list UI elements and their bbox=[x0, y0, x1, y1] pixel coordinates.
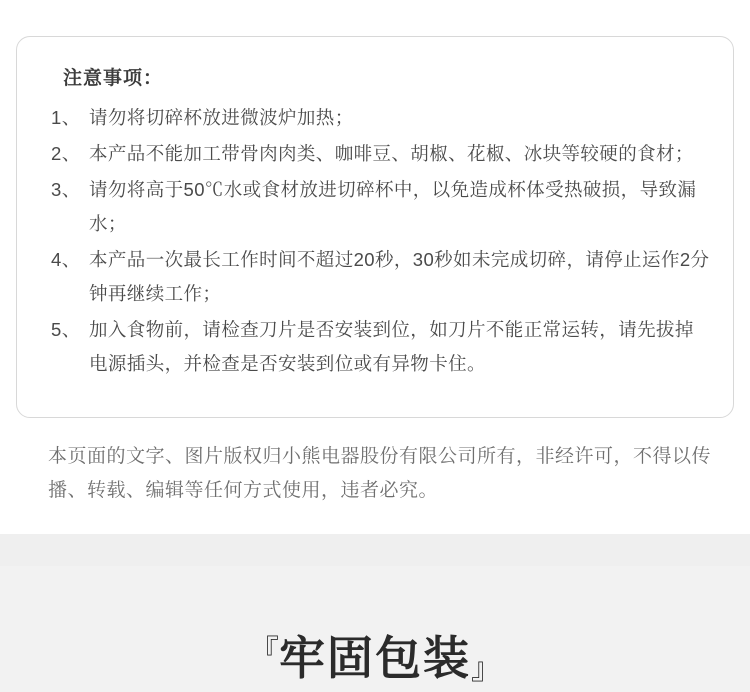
list-item-number: 3、 bbox=[51, 179, 81, 200]
list-item-number: 1、 bbox=[51, 107, 81, 128]
list-item-number: 5、 bbox=[51, 319, 81, 340]
section-heading-text: 牢固包装 bbox=[279, 632, 471, 684]
list-item bbox=[51, 243, 711, 311]
list-item bbox=[51, 101, 711, 135]
list-item bbox=[51, 137, 711, 171]
list-item-text: 请勿将高于50℃水或食材放进切碎杯中，以免造成杯体受热破损，导致漏水； bbox=[89, 179, 697, 234]
notice-card bbox=[16, 36, 734, 418]
list-item-text: 加入食物前，请检查刀片是否安装到位，如刀片不能正常运转，请先拔掉电源插头，并检查是否安装到位或有异物卡住。 bbox=[89, 319, 694, 374]
bracket-left: 『 bbox=[249, 635, 279, 668]
section-heading bbox=[0, 622, 750, 688]
list-item-text: 请勿将切碎杯放进微波炉加热； bbox=[89, 107, 354, 128]
list-item-text: 本产品一次最长工作时间不超过20秒，30秒如未完成切碎，请停止运作2分钟再继续工作； bbox=[89, 249, 710, 304]
copyright-notice: 本页面的文字、图片版权归小熊电器股份有限公司所有，非经许可，不得以传播、转载、编辑等任何方式使用，违者必究。 bbox=[48, 446, 712, 501]
bracket-right: 』 bbox=[471, 653, 501, 686]
notice-title: 注意事项： bbox=[63, 68, 164, 89]
list-item-text: 本产品不能加工带骨肉肉类、咖啡豆、胡椒、花椒、冰块等较硬的食材； bbox=[89, 143, 694, 164]
notice-list bbox=[51, 101, 711, 383]
list-item-number: 2、 bbox=[51, 143, 81, 164]
list-item bbox=[51, 313, 711, 381]
list-item bbox=[51, 173, 711, 241]
list-item-number: 4、 bbox=[51, 249, 81, 270]
